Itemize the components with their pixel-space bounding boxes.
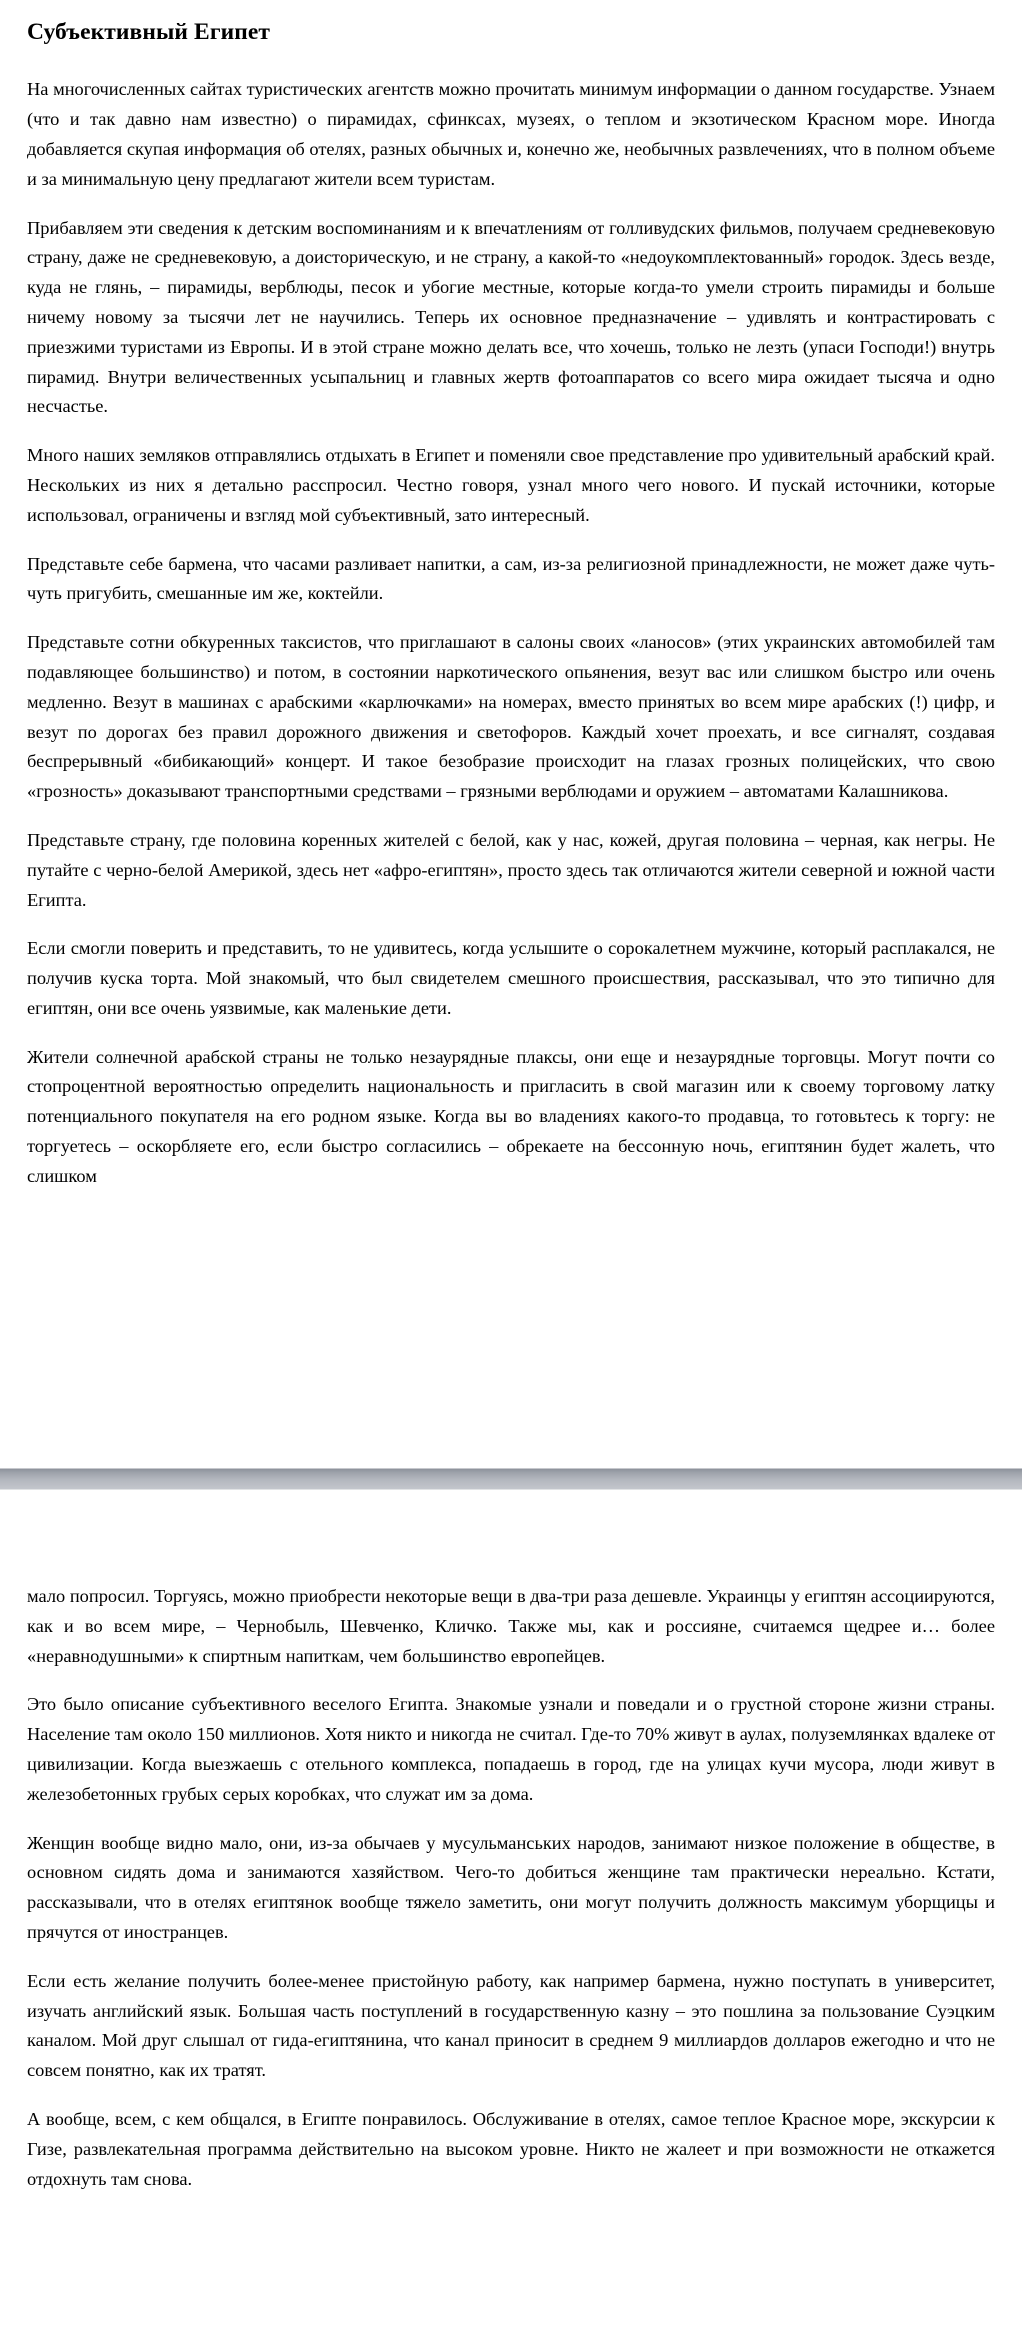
paragraph: Представьте страну, где половина коренных жителей с белой, как у нас, кожей, другая половина – черная, как негры. Не путайте с черно-белой Америкой, здесь нет «афро-египтян», просто здесь так отличаются жители северной и южной части Египта. (27, 829, 995, 910)
paragraph: мало попросил. Торгуясь, можно приобрести некоторые вещи в два-три раза дешевле. Украинцы у египтян ассоциируются, как и во всем мире, – Чернобыль, Шевченко, Кличко. Также мы, как и россияне, считаемся щедрее и… более «неравнодушными» к спиртным напиткам, чем большинство европейцев. (27, 1586, 995, 1666)
paragraph: Если есть желание получить более-менее пристойную работу, как например бармена, нужно поступать в университет, изучать английский язык. Большая часть поступлений в государственную казну – это пошлина за пользование Суэцким каналом. Мой друг слышал от гида-египтянина, что канал приносит в среднем 9 миллиардов долларов ежегодно и что не совсем понятно, как их тратят. (27, 1970, 995, 2081)
paragraph: На многочисленных сайтах туристических агентств можно прочитать минимум информации о данном государстве. Узнаем (что и так давно нам известно) о пирамидах, сфинксах, музеях, о теплом и экзотическом Красном море. Иногда добавляется скупая информация об отелях, разных обычных и, конечно же, необычных развлечениях, что в полном объеме и за минимальную цену предлагают жители всем туристам. (27, 79, 995, 189)
paragraph: Представьте сотни обкуренных таксистов, что приглашают в салоны своих «ланосов» (этих украинских автомобилей там подавляющее большинство) и потом, в состоянии наркотического опьянения, везут вас или слишком быстро или очень медленно. Везут в машинах с арабскими «карлючками» на номерах, вместо принятых во всем мире арабских (!) цифр, и везут по дорогах без правил дорожного движения и светофоров. Каждый хочет проехать, и все сигналят, создавая беспрерывный «бибикающий» концерт. И такое безобразие происходит на глазах грозных полицейских, что свою «грозность» доказывают транспортными средствами – грязными верблюдами и оружием – автоматами Калашникова. (27, 632, 995, 802)
paragraph: Если смогли поверить и представить, то не удивитесь, когда услышите о сорокалетнем мужчине, который расплакался, не получив куска торта. Мой знакомый, что был свидетелем смешного происшествия, рассказывал, что это типично для египтян, они все очень уязвимые, как маленькие дети. (27, 938, 995, 1018)
paragraph: Представьте себе бармена, что часами разливает напитки, а сам, из-за религиозной принадлежности, не может даже чуть-чуть пригубить, смешанные им же, коктейли. (27, 553, 995, 604)
paragraph: Прибавляем эти сведения к детским воспоминаниям и к впечатлениям от голливудских фильмов, получаем средневековую страну, даже не средневековую, а доисторическую, и не страну, а какой-то «недоукомплектованный» городок. Здесь везде, куда не глянь, – пирамиды, верблюды, песок и убогие местные, которые когда-то умели строить пирамиды и больше ничему новому за тысячи лет не научились. Теперь их основное предназначение – удивлять и контрастировать с приезжими туристами из Европы. И в этой стране можно делать все, что хочешь, только не лезть (упаси Господи!) внутрь пирамид. Внутри величественных усыпальниц и главных жертв фотоаппаратов со всего мира ожидает тысяча и одно несчастье. (27, 217, 995, 417)
paragraph: Жители солнечной арабской страны не только незаурядные плаксы, они еще и незаурядные торговцы. Могут почти со стопроцентной вероятностью определить национальность и пригласить в свой магазин или к своему торговому латку потенциального покупателя на его родном языке. Когда вы во владениях какого-то продавца, то готовьтесь к торгу: не торгуетесь – оскорбляете его, если быстро согласились – обрекаете на бессонную ночь, египтянин будет жалеть, что слишком (27, 1046, 995, 1186)
document-page-2 (0, 1490, 1022, 2334)
page-title: Субъективный Египет (27, 19, 271, 45)
paragraph: Много наших земляков отправлялись отдыхать в Египет и поменяли свое представление про удивительный арабский край. Нескольких из них я детально расспросил. Честно говоря, узнал много чего нового. И пускай источники, которые использовал, ограничены и взгляд мой субъективный, зато интересный. (27, 445, 995, 525)
paragraph: Это было описание субъективного веселого Египта. Знакомые узнали и поведали и о грустной стороне жизни страны. Население там около 150 миллионов. Хотя никто и никогда не считал. Где-то 70% живут в аулах, полуземлянках вдалеке от цивилизации. Когда выезжаешь с отельного комплекса, попадаешь в город, где на улицах кучи мусора, люди живут в железобетонных грубых серых коробках, что служат им за дома. (27, 1694, 995, 1804)
page-break-divider (0, 1467, 1022, 1490)
paragraph: А вообще, всем, с кем общался, в Египте понравилось. Обслуживание в отелях, самое теплое Красное море, экскурсии к Гизе, развлекательная программа действительно на высоком уровне. Никто не жалеет и при возможности не откажется отдохнуть там снова. (27, 2108, 995, 2189)
paragraph: Женщин вообще видно мало, они, из-за обычаев у мусульманських народов, занимают низкое положение в обществе, в основном сидять дома и занимаются хазяйством. Чего-то добиться женщине там практически нереально. Кстати, рассказывали, что в отелях египтянок вообще тяжело заметить, они могут получить должность максимум уборщицы и прячутся от иностранцев. (27, 1832, 995, 1942)
